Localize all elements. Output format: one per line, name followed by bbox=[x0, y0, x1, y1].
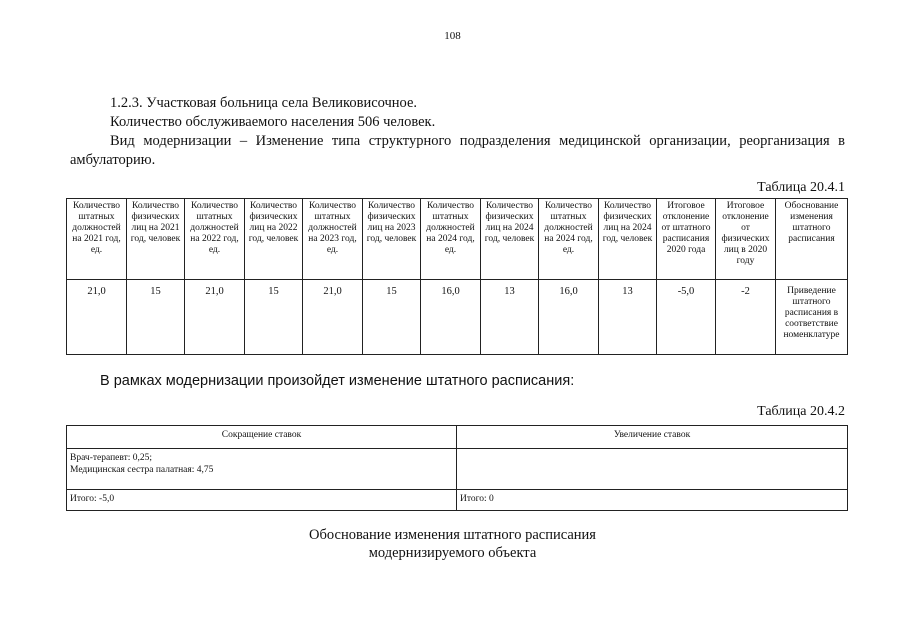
reduction-cell bbox=[67, 449, 457, 490]
justification-cell: Приведение штатного расписания в соответствие номенклатуре bbox=[776, 280, 848, 355]
header-cell: Количество физических лиц на 2023 год, человек bbox=[363, 199, 421, 280]
header-cell: Количество штатных должностей на 2024 год, ед. bbox=[421, 199, 481, 280]
section-heading bbox=[0, 526, 905, 562]
staffing-table bbox=[66, 198, 848, 355]
intro-section bbox=[70, 94, 845, 170]
header-cell: Количество штатных должностей на 2024 год, ед. bbox=[539, 199, 599, 280]
population-line: Количество обслуживаемого населения 506 человек. bbox=[110, 114, 436, 130]
section-heading-line: Обоснование изменения штатного расписания bbox=[309, 527, 596, 543]
table-cell: -5,0 bbox=[657, 280, 716, 355]
table-cell: 21,0 bbox=[67, 280, 127, 355]
rate-changes-table bbox=[66, 425, 848, 511]
facility-title: 1.2.3. Участковая больница села Великовисочное. bbox=[110, 95, 418, 111]
table-cell: 15 bbox=[363, 280, 421, 355]
table-cell: 15 bbox=[127, 280, 185, 355]
header-cell: Количество физических лиц на 2022 год, человек bbox=[245, 199, 303, 280]
page-number: 108 bbox=[444, 30, 461, 42]
header-cell: Количество физических лиц на 2021 год, человек bbox=[127, 199, 185, 280]
table-row bbox=[67, 449, 848, 490]
increase-total: Итого: 0 bbox=[457, 490, 848, 511]
increase-header: Увеличение ставок bbox=[457, 426, 848, 449]
reduction-header: Сокращение ставок bbox=[67, 426, 457, 449]
table-cell: -2 bbox=[716, 280, 776, 355]
section-heading-line: модернизируемого объекта bbox=[368, 545, 537, 561]
header-cell: Количество штатных должностей на 2023 год, ед. bbox=[303, 199, 363, 280]
modernization-note: В рамках модернизации произойдет изменение штатного расписания: bbox=[100, 373, 575, 389]
header-cell: Количество штатных должностей на 2022 год, ед. bbox=[185, 199, 245, 280]
table-cell: 13 bbox=[599, 280, 657, 355]
table-cell: 21,0 bbox=[303, 280, 363, 355]
table-row bbox=[67, 280, 848, 355]
increase-cell bbox=[457, 449, 848, 490]
table-cell: 15 bbox=[245, 280, 303, 355]
reduction-item: Врач-терапевт: 0,25; bbox=[70, 453, 153, 463]
header-cell: Обоснование изменения штатного расписания bbox=[776, 199, 848, 280]
modernization-type: Вид модернизации – Изменение типа структурного подразделения медицинской организации, реорганизация в амбулаторию. bbox=[70, 133, 845, 168]
table-header-row bbox=[67, 199, 848, 280]
header-cell: Итоговое отклонение от штатного расписания 2020 года bbox=[657, 199, 716, 280]
header-cell: Количество физических лиц на 2024 год, человек bbox=[599, 199, 657, 280]
header-cell: Количество физических лиц на 2024 год, человек bbox=[481, 199, 539, 280]
reduction-total: Итого: -5,0 bbox=[67, 490, 457, 511]
reduction-item: Медицинская сестра палатная: 4,75 bbox=[70, 465, 214, 475]
table-cell: 21,0 bbox=[185, 280, 245, 355]
table-cell: 13 bbox=[481, 280, 539, 355]
table-cell: 16,0 bbox=[421, 280, 481, 355]
total-row bbox=[67, 490, 848, 511]
header-cell: Количество штатных должностей на 2021 год, ед. bbox=[67, 199, 127, 280]
table-cell: 16,0 bbox=[539, 280, 599, 355]
table2-caption: Таблица 20.4.2 bbox=[757, 404, 845, 419]
table-header-row bbox=[67, 426, 848, 449]
header-cell: Итоговое отклонение от физических лиц в 2020 году bbox=[716, 199, 776, 280]
table1-caption: Таблица 20.4.1 bbox=[757, 180, 845, 195]
